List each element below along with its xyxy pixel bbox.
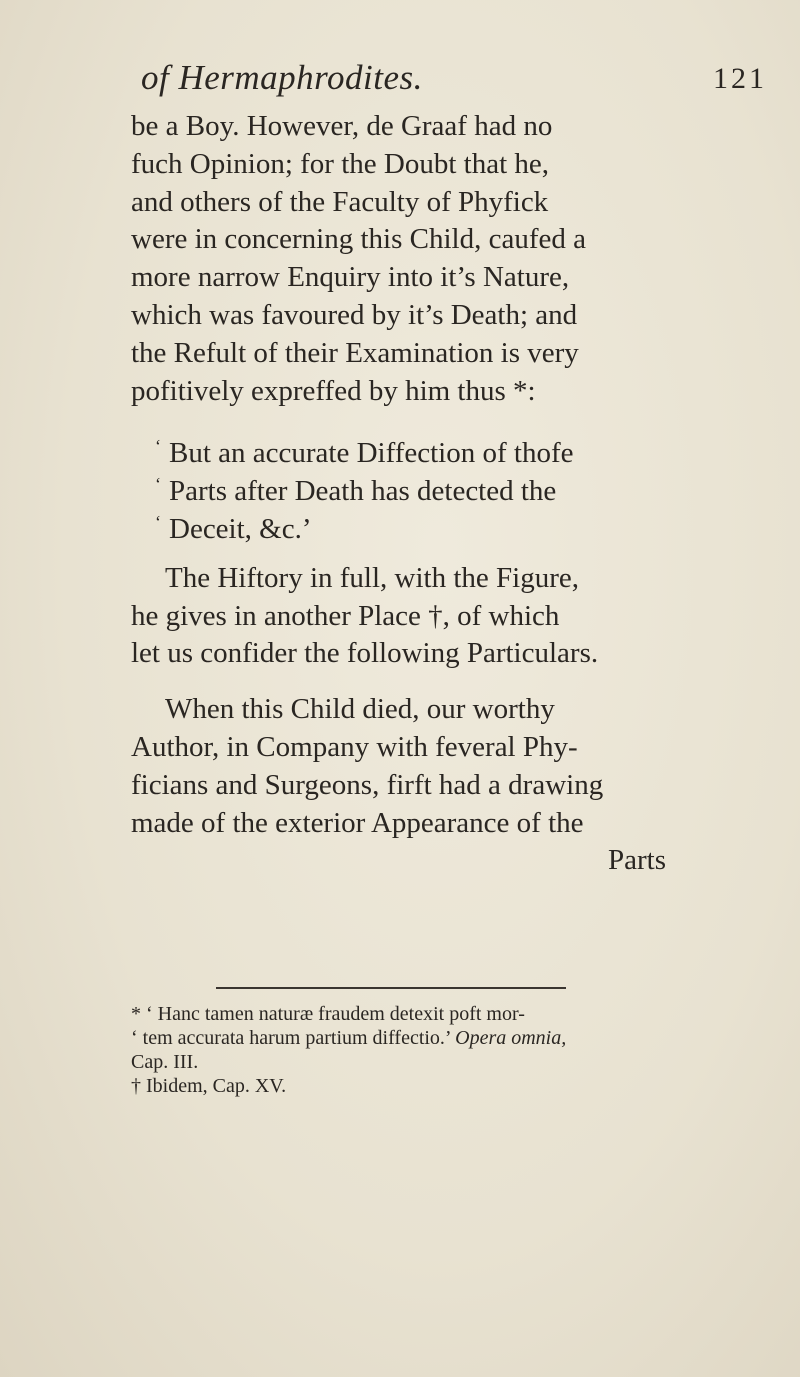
page-number: 121 bbox=[713, 62, 767, 95]
text-line: which was favoured by it’s Death; and bbox=[131, 298, 578, 331]
quote-text: Deceit, &c.’ bbox=[169, 512, 312, 545]
text-line: be a Boy. However, de Graaf had no bbox=[131, 110, 553, 142]
text-line: The Hiftory in full, with the Figure, bbox=[165, 561, 579, 594]
quote-text: Parts after Death has detected the bbox=[169, 475, 557, 508]
quote-line bbox=[131, 428, 751, 470]
body-text bbox=[131, 108, 751, 880]
footnote-star-line: Cap. III. bbox=[131, 1051, 199, 1073]
text-line: let us confider the following Particulars. bbox=[131, 637, 599, 670]
quote-text: But an accurate Diffection of thofe bbox=[169, 437, 574, 470]
text-line: ficians and Surgeons, firft had a drawing bbox=[131, 768, 604, 801]
quote-mark: ‘ bbox=[155, 474, 161, 495]
quote-mark: ‘ bbox=[155, 436, 161, 457]
text-line: Author, in Company with feveral Phy- bbox=[131, 730, 578, 763]
footnote-star-line bbox=[131, 1026, 731, 1050]
text-line: pofitively expreffed by him thus *: bbox=[131, 374, 536, 407]
text-line: fuch Opinion; for the Doubt that he, bbox=[131, 147, 549, 180]
footnotes bbox=[131, 1002, 731, 1098]
footnote-star-line: * ‘ Hanc tamen naturæ fraudem detexit poft mor- bbox=[131, 1003, 525, 1025]
text-line: and others of the Faculty of Phyfick bbox=[131, 185, 549, 218]
running-title: of Hermaphrodites. bbox=[141, 58, 423, 97]
quote-line bbox=[131, 466, 751, 508]
text-line: he gives in another Place †, of which bbox=[131, 599, 560, 632]
text-line: more narrow Enquiry into it’s Nature, bbox=[131, 261, 570, 294]
catchword: Parts bbox=[608, 844, 666, 877]
footnote-text: ‘ tem accurata harum partium diffectio.’ bbox=[131, 1027, 451, 1049]
page-header bbox=[135, 58, 767, 98]
quote-mark: ‘ bbox=[155, 511, 161, 532]
text-line: made of the exterior Appearance of the bbox=[131, 806, 584, 839]
footnote-rule bbox=[216, 987, 566, 989]
text-line: When this Child died, our worthy bbox=[165, 693, 555, 726]
text-line: the Refult of their Examination is very bbox=[131, 336, 579, 369]
text-line: were in concerning this Child, caufed a bbox=[131, 223, 586, 256]
quote-line bbox=[131, 504, 751, 545]
footnote-dagger-line: † Ibidem, Cap. XV. bbox=[131, 1075, 287, 1097]
footnote-reference: Opera omnia, bbox=[455, 1027, 567, 1049]
